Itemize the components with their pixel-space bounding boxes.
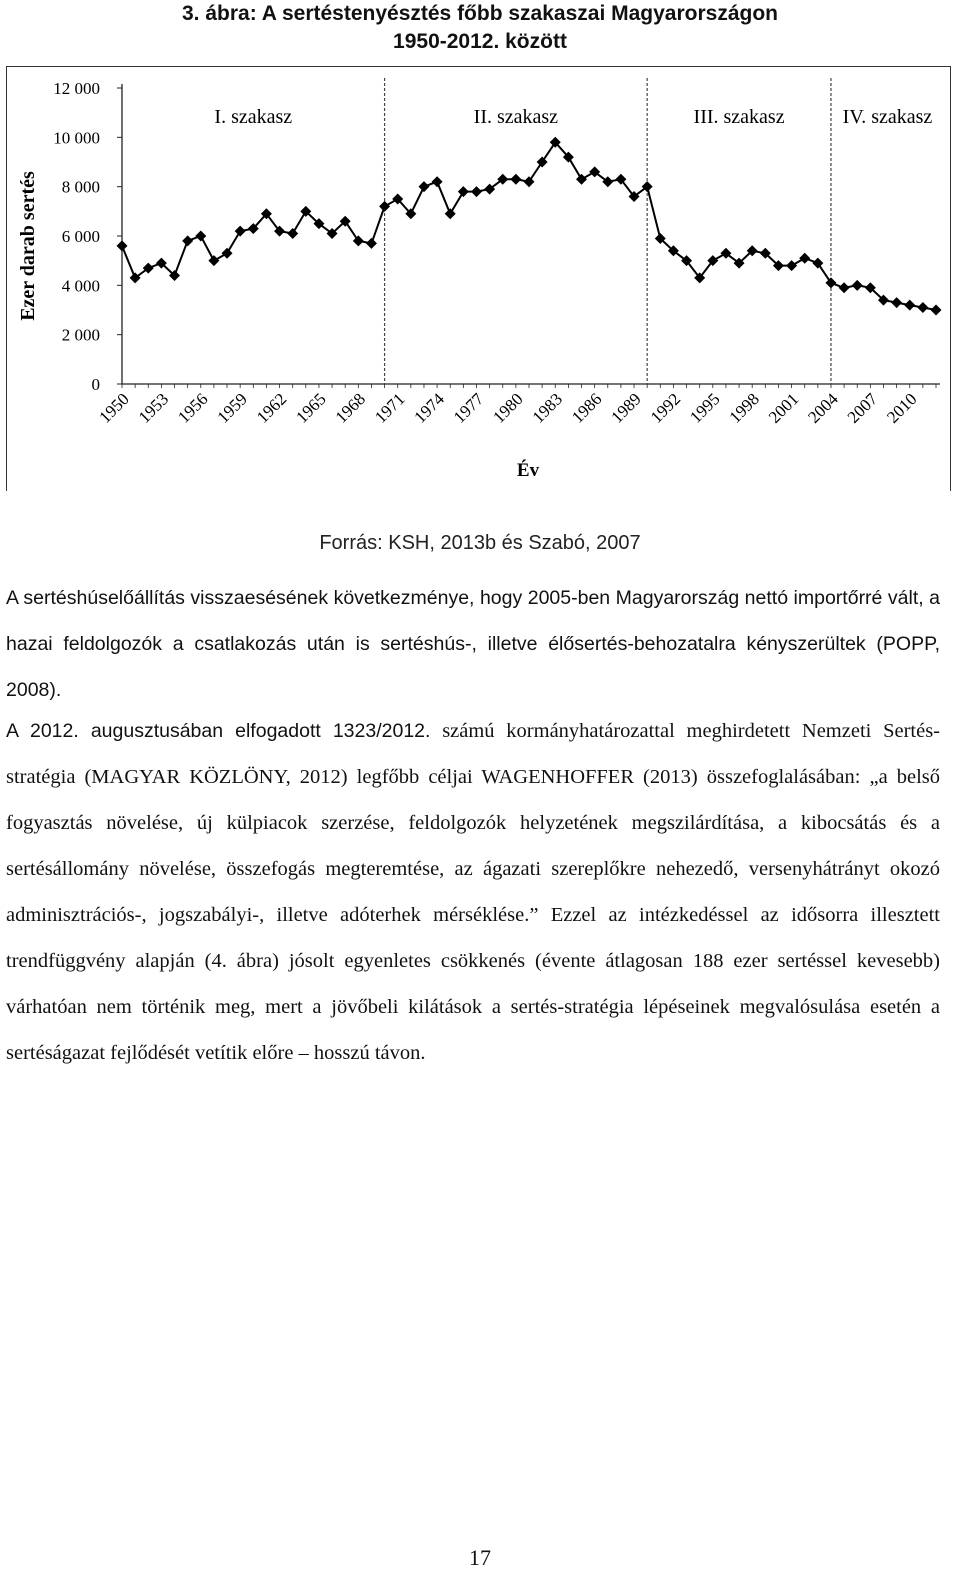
y-axis-label: Ezer darab sertés xyxy=(17,171,39,321)
data-point xyxy=(524,176,535,187)
data-point xyxy=(208,255,219,266)
data-point xyxy=(287,228,298,239)
figure-caption-line1: 3. ábra: A sertéstenyésztés főbb szakaszai Magyarországon xyxy=(181,2,778,25)
data-point xyxy=(799,253,810,264)
data-point xyxy=(458,186,469,197)
y-tick-label: 10 000 xyxy=(53,128,100,148)
x-tick-label: 1956 xyxy=(174,389,212,427)
y-tick-label: 12 000 xyxy=(53,79,100,98)
y-tick-label: 0 xyxy=(91,375,100,394)
x-tick-label: 1998 xyxy=(725,389,764,427)
x-tick-label: 1968 xyxy=(331,389,370,427)
x-tick-label: 1953 xyxy=(134,389,173,427)
data-point xyxy=(432,176,443,187)
data-point xyxy=(537,157,548,168)
y-tick-label: 6 000 xyxy=(61,227,100,246)
x-tick-label: 1962 xyxy=(252,389,291,427)
figure-source: Forrás: KSH, 2013b és Szabó, 2007 xyxy=(319,532,641,554)
x-tick-label: 2001 xyxy=(764,389,803,427)
paragraph-2-lead: A 2012. augusztusában elfogadott 1323/2012. xyxy=(6,720,431,742)
y-tick-label: 2 000 xyxy=(61,325,100,345)
data-point xyxy=(379,201,390,212)
paragraph-2-rest: számú kormányhatározattal meghirdetett Nemzeti Sertés-stratégia (MAGYAR KÖZLÖNY, 2012) legfőbb céljai WAGENHOFFER (2013) összefoglalásában: „a belső fogyasztás növelése, új külpiacok szerzése, feldolgozók helyzetének megszilárdítása, a kibocsátás és a sertésállomány növelése, összefogás megteremtése, az ágazati szereplőkre nehezedő, versenyhátrányt okozó adminisztrációs-, jogszabályi-, illetve adóterhek mérséklése.” Ezzel az intézkedéssel az idősorra illesztett trendfüggvény alapján (4. ábra) jósolt egyenletes csökkenés (évente átlagosan 188 ezer sertéssel kevesebb) várhatóan nem történik meg, mert a jövőbeli kilátások a sertés-stratégia lépéseinek megvalósulása esetén a sertéságazat fejlődését vetítik előre – hosszú távon. xyxy=(6,720,941,1064)
x-tick-label: 1980 xyxy=(489,389,527,427)
data-point xyxy=(353,235,364,246)
x-tick-label: 1986 xyxy=(567,389,606,427)
series-line xyxy=(122,142,936,310)
data-point xyxy=(904,300,915,311)
data-point xyxy=(812,258,823,269)
paragraph-2 xyxy=(6,708,940,1076)
data-point xyxy=(445,208,456,219)
x-axis-label: Év xyxy=(516,460,540,481)
y-tick-label: 8 000 xyxy=(61,177,100,197)
x-tick-label: 2010 xyxy=(883,389,921,427)
data-point xyxy=(222,248,233,259)
data-point xyxy=(931,305,942,316)
data-point xyxy=(182,235,193,246)
phase-label: I. szakasz xyxy=(214,106,293,128)
data-point xyxy=(891,297,902,308)
x-tick-label: 1995 xyxy=(686,389,724,427)
data-point xyxy=(852,280,863,291)
paragraph-1: A sertéshúselőállítás visszaesésének következménye, hogy 2005-ben Magyarország nettó importőrré vált, a hazai feldolgozók a csatlakozás után is sertéshús-, illetve élősertés-behozatalra kényszerültek (POPP, 2008). xyxy=(6,587,940,701)
x-tick-label: 1959 xyxy=(213,389,251,427)
data-point xyxy=(117,240,128,251)
figure-caption-line2: 1950-2012. között xyxy=(393,30,567,53)
phase-label: IV. szakasz xyxy=(842,106,933,128)
x-tick-label: 1983 xyxy=(528,389,567,427)
data-point xyxy=(195,231,206,242)
data-point xyxy=(786,260,797,271)
x-tick-label: 1971 xyxy=(371,389,409,427)
data-point xyxy=(418,181,429,192)
data-point xyxy=(235,226,246,237)
x-tick-label: 1992 xyxy=(646,389,685,427)
phase-label: II. szakasz xyxy=(473,106,559,128)
x-tick-label: 1950 xyxy=(95,389,133,427)
page-number: 17 xyxy=(469,1545,491,1570)
data-point xyxy=(839,282,850,293)
data-point xyxy=(366,238,377,249)
data-point xyxy=(471,186,482,197)
x-tick-label: 1965 xyxy=(292,389,330,427)
phase-label: III. szakasz xyxy=(693,106,785,128)
x-tick-label: 2007 xyxy=(843,389,882,427)
x-tick-label: 2004 xyxy=(804,389,842,427)
data-point xyxy=(510,174,521,185)
line-chart xyxy=(6,66,956,491)
data-point xyxy=(825,277,836,288)
x-tick-label: 1989 xyxy=(607,389,645,427)
x-tick-label: 1977 xyxy=(449,389,488,427)
x-tick-label: 1974 xyxy=(410,389,448,427)
data-point xyxy=(917,302,928,313)
y-tick-label: 4 000 xyxy=(61,276,100,296)
data-point xyxy=(576,174,587,185)
